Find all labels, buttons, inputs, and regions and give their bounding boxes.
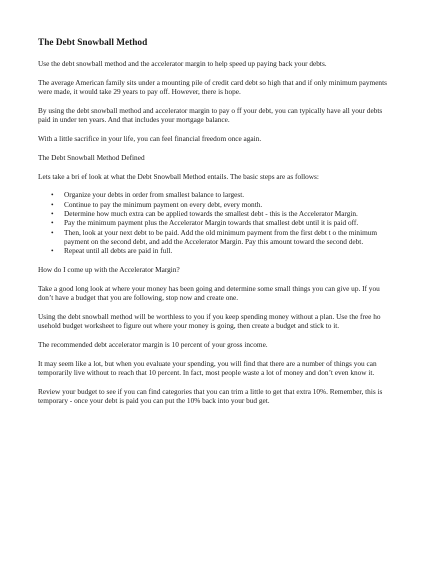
list-item: • Determine how much extra can be applied towards the smallest debt - this is the Accelerator Margin. <box>51 209 388 218</box>
document-title: The Debt Snowball Method <box>38 38 148 48</box>
list-item: • Organize your debts in order from smallest balance to largest. <box>51 190 388 199</box>
list-item: • Pay the minimum payment plus the Accelerator Margin towards that smallest debt until it is paid off. <box>51 218 388 227</box>
list-item: • Then, look at your next debt to be paid. Add the old minimum payment from the first debt t o the minimum payment on the second debt, and add the Accelerator Margin. Pay this amount toward the second debt. <box>51 228 388 247</box>
freedom-paragraph: With a little sacrifice in your life, you can feel financial freedom once again. <box>38 133 262 143</box>
list-item: • Continue to pay the minimum payment on every debt, every month. <box>51 200 388 209</box>
spending-paragraph: It may seem like a lot, but when you evaluate your spending, you will find that there are a number of things you can temporarily live without to reach that 10 percent. In fact, most people waste a lot of money and don’t even know it. <box>38 358 377 378</box>
review-budget-paragraph: Review your budget to see if you can find categories that you can trim a little to get that extra 10%. Remember, this is temporary - once your debt is paid you can put the 10% back into your bud get. <box>38 386 383 406</box>
steps-intro-paragraph: Lets take a bri ef look at what the Debt Snowball Method entails. The basic steps are as follows: <box>38 171 319 181</box>
steps-list <box>38 190 388 255</box>
money-review-paragraph: Take a good long look at where your money has been going and determine some small things you can give up. If you don’t have a budget that you are following, stop now and create one. <box>38 283 380 303</box>
recommended-margin-paragraph: The recommended debt accelerator margin is 10 percent of your gross income. <box>38 339 268 349</box>
intro-paragraph: Use the debt snowball method and the accelerator margin to help speed up paying back your debts. <box>38 59 327 68</box>
section-heading-defined: The Debt Snowball Method Defined <box>38 152 145 162</box>
statistics-paragraph: The average American family sits under a mounting pile of credit card debt so high that and if only minimum payments were made, it would take 29 years to pay off. However, there is hope. <box>38 77 387 97</box>
margin-question: How do I come up with the Accelerator Margin? <box>38 264 180 274</box>
benefit-paragraph: By using the debt snowball method and accelerator margin to pay o ff your debt, you can typically have all your debts paid in under ten years. And that includes your mortgage balance. <box>38 105 383 125</box>
list-item: • Repeat until all debts are paid in full. <box>51 246 388 255</box>
document-page <box>38 38 388 415</box>
budget-paragraph: Using the debt snowball method will be worthless to you if you keep spending money without a plan. Use the free ho usehold budget worksheet to figure out where your money is going, then create a budget and stick to it. <box>38 311 381 331</box>
